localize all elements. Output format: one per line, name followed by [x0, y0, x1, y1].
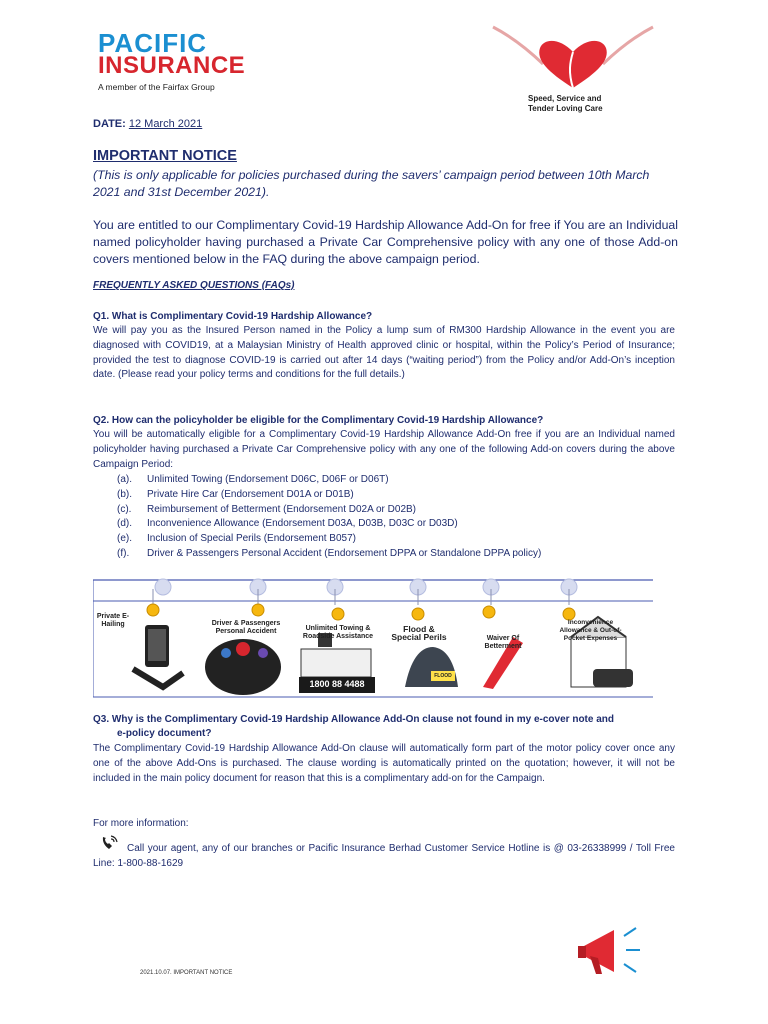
- footer-code: 2021.10.07. IMPORTANT NOTICE: [140, 970, 233, 976]
- notice-subtitle: (This is only applicable for policies purchased during the savers’ campaign period between 10th March 2021 and 31st December 2021).: [93, 168, 650, 199]
- list-item: [117, 547, 677, 562]
- tagline: [528, 94, 603, 114]
- banner-label-towing: Unlimited Towing & Roadside Assistance: [302, 625, 374, 640]
- list-item-number: (a).: [117, 474, 132, 485]
- banner-label-inconvenience: Inconvenience Allowance & Out-of-Pocket Expenses: [559, 619, 622, 642]
- q1-question: Q1. What is Complimentary Covid-19 Hardship Allowance?: [93, 311, 373, 322]
- list-item-text: Private Hire Car (Endorsement D01A or D01B): [147, 488, 354, 500]
- list-item: [117, 503, 677, 518]
- tagline-line2: Tender Loving Care: [528, 104, 603, 113]
- faq-heading: FREQUENTLY ASKED QUESTIONS (FAQs): [93, 280, 295, 291]
- list-item: [117, 473, 677, 488]
- list-item-number: (b).: [117, 488, 132, 500]
- list-item-text: Driver & Passengers Personal Accident (Endorsement DPPA or Standalone DPPA policy): [147, 547, 542, 559]
- q1-answer: We will pay you as the Insured Person named in the Policy a lump sum of RM300 Hardship Allowance in the event you are diagnosed with COVID19, at a Malaysian Ministry of Health approved clinic or hospital, within the Policy’s Period of Insurance; provided the test to diagnose COVID-19 is carried out after 14 days (“waiting period”) from the Policy and/or Add-On’s inception date. (Please read your policy terms and conditions for the full details.): [93, 325, 675, 381]
- list-item-number: (c).: [117, 503, 132, 515]
- list-item-number: (d).: [117, 518, 132, 530]
- date-value: 12 March 2021: [128, 118, 203, 130]
- notice-title: IMPORTANT NOTICE: [93, 148, 237, 164]
- banner-label-e-hailing: Private E-Hailing: [96, 613, 130, 628]
- banner-label-driver-pa: Driver & Passengers Personal Accident: [211, 620, 281, 635]
- addon-banner: [93, 577, 653, 700]
- logo-pacific: PACIFIC: [98, 28, 208, 58]
- list-item-text: Reimbursement of Betterment (Endorsement D02A or D02B): [147, 503, 417, 515]
- q2-answer: You will be automatically eligible for a Complimentary Covid-19 Hardship Allowance Add-On free if you are an Individual named policyholder having purchased a Private Car Comprehensive policy with any one of the following Add-on covers during the above Campaign Period:: [93, 429, 675, 470]
- date-label: DATE:: [93, 118, 126, 130]
- date-line: [93, 118, 202, 130]
- hands-heart-logo-icon: [488, 22, 658, 94]
- list-item: [117, 488, 677, 503]
- list-item-number: (e).: [117, 533, 132, 545]
- q3-answer: The Complimentary Covid-19 Hardship Allowance Add-On clause will automatically form part of the motor policy cover once any one of the above Add-Ons is purchased. The clause wording is automatically printed on the quotation; however, it will not be included in the main policy document for reason that this is a complimentary add-on for the Campaign.: [93, 743, 675, 784]
- list-item-number: (f).: [117, 547, 130, 559]
- addon-list: [117, 473, 677, 562]
- list-item: [117, 532, 677, 547]
- list-item-text: Unlimited Towing (Endorsement D06C, D06F or D06T): [147, 474, 389, 485]
- towing-hotline: 1800 88 4488: [309, 679, 365, 689]
- list-item-text: Inclusion of Special Perils (Endorsement B057): [147, 533, 356, 545]
- flood-sign: FLOOD: [434, 673, 452, 679]
- q2-question: Q2. How can the policyholder be eligible for the Complimentary Covid-19 Hardship Allowance?: [93, 415, 544, 426]
- tagline-line1: Speed, Service and: [528, 94, 602, 103]
- logo-insurance: INSURANCE: [98, 52, 246, 79]
- q3-question-line1: Q3. Why is the Complimentary Covid-19 Hardship Allowance Add-On clause not found in my e-cover note and: [93, 714, 615, 725]
- list-item: [117, 517, 677, 532]
- contact-text: Call your agent, any of our branches or Pacific Insurance Berhad Customer Service Hotline is @ 03-26338999 / Toll Free Line: 1-800-88-1629: [93, 843, 675, 869]
- contact-heading: For more information:: [93, 818, 189, 829]
- list-item-text: Inconvenience Allowance (Endorsement D03A, D03B, D03C or D03D): [147, 518, 458, 530]
- megaphone-icon: [578, 922, 668, 982]
- logo-member-text: A member of the Fairfax Group: [98, 82, 215, 92]
- q3-question-line2: e-policy document?: [117, 728, 212, 739]
- notice-intro: You are entitled to our Complimentary Covid-19 Hardship Allowance Add-On for free if You are an Individual named policyholder having purchased a Private Car Comprehensive policy with any one of those Add-on covers mentioned below in the FAQ during the above campaign period.: [93, 218, 678, 266]
- banner-label-flood: Flood & Special Perils: [391, 624, 447, 642]
- banner-label-betterment: Waiver Of Betterment: [484, 635, 522, 650]
